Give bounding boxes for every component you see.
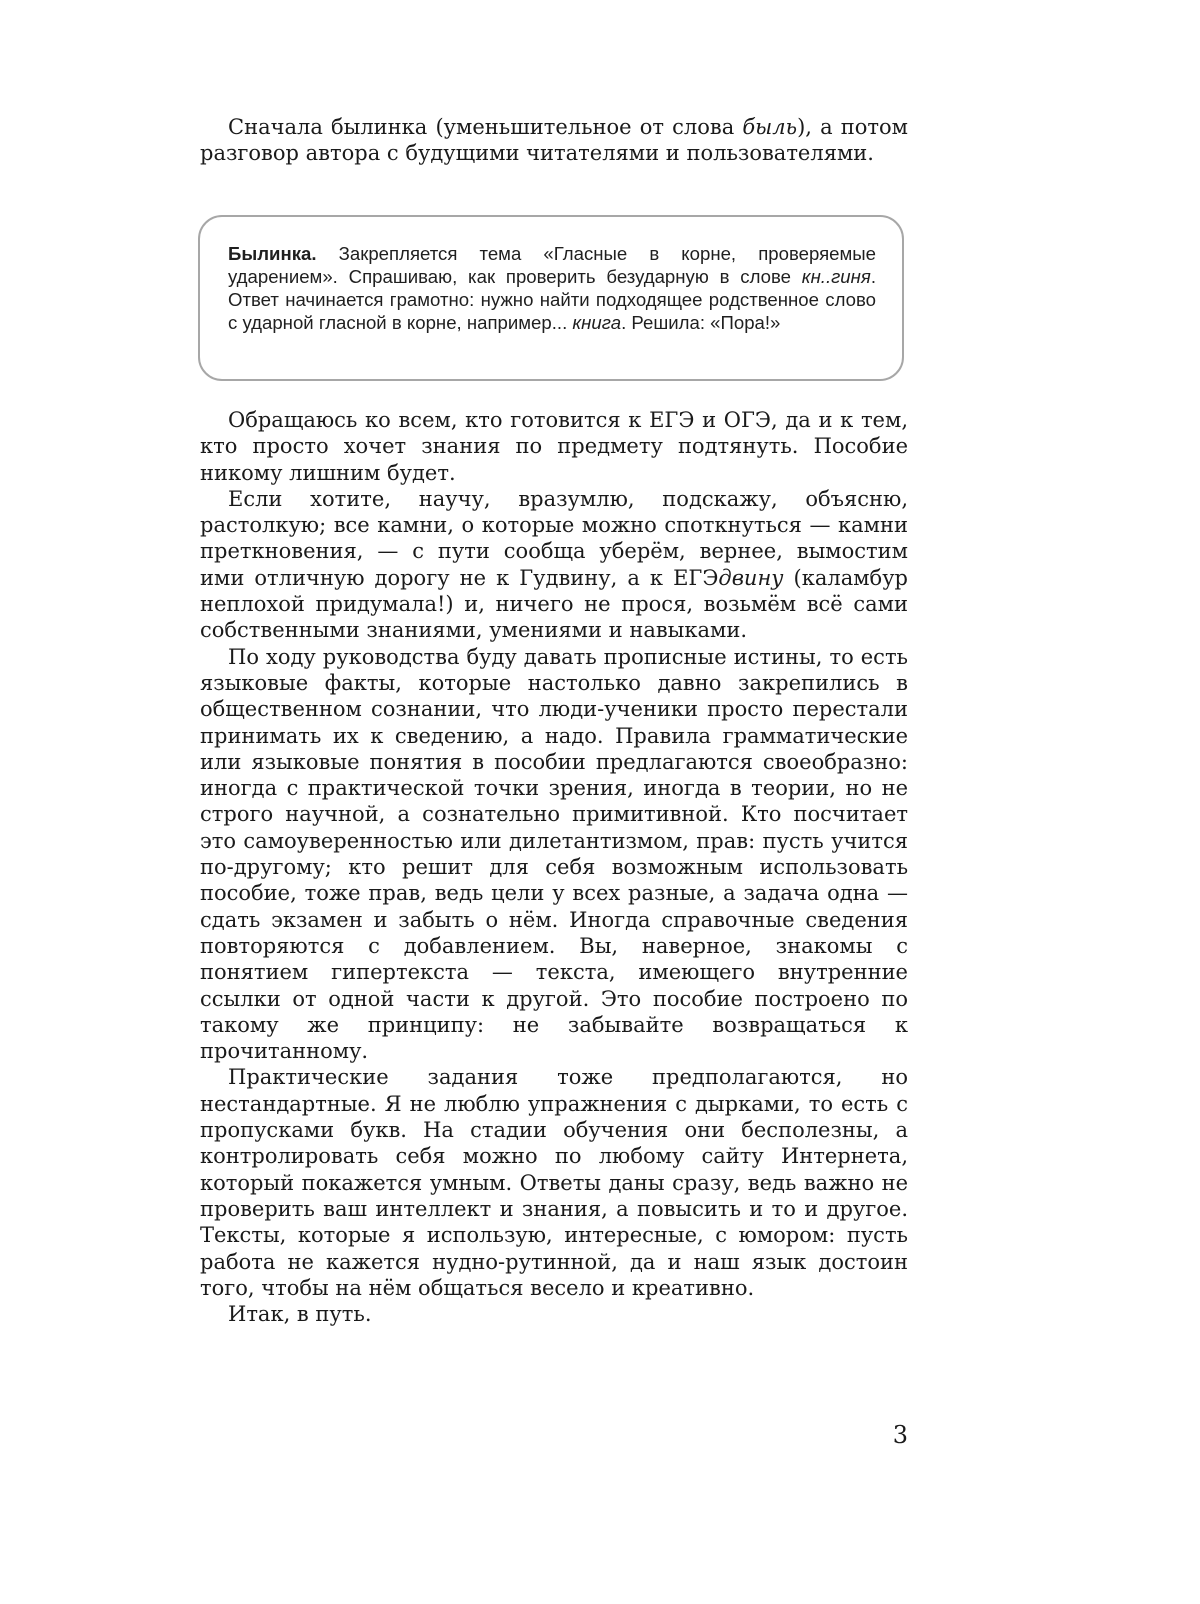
callout-italic-word: книга: [572, 312, 622, 333]
paragraph-italic-word: двину: [718, 565, 784, 590]
callout-text: . Ответ начинается грамотно: нужно найти подходящее родственное слово с ударной гласной в корне, например...: [228, 266, 876, 333]
paragraph-text-part: (каламбур неплохой придумала!) и, ничего не прося, возьмём всё сами собственными знаниями, умениями и навыками.: [200, 565, 908, 643]
intro-text-part: ), а потом разговор автора с будущими читателями и пользователями.: [200, 115, 908, 166]
intro-italic-word: быль: [742, 115, 798, 139]
intro-paragraph: [200, 114, 908, 167]
paragraph-4: Практические задания тоже предполагаются, но нестандартные. Я не люблю упражнения с дырками, то есть с пропусками букв. На стадии обучения они бесполезны, а контролировать себя можно по любому сайту Интернета, который покажется умным. Ответы даны сразу, ведь важно не проверить ваш интеллект и знания, а повысить и то и другое. Тексты, которые я использую, интересные, с юмором: пусть работа не кажется нудно-рутинной, да и наш язык достоин того, чтобы на нём общаться весело и креативно.: [200, 1065, 908, 1300]
paragraph-text-part: Если хотите, научу, вразумлю, подскажу, объясню, растолкую; все камни, о которые можно споткнуться — камни преткновения, — с пути сообща уберём, вернее, вымостим ими отличную дорогу не к Гудвину, а к ЕГЭ: [200, 486, 908, 590]
paragraph-5: Итак, в путь.: [228, 1302, 372, 1327]
callout-heading: Былинка.: [228, 243, 317, 264]
intro-text: [200, 114, 908, 167]
callout-text: . Решила: «Пора!»: [621, 312, 781, 333]
intro-text-part: Сначала былинка (уменьшительное от слова: [228, 115, 743, 139]
callout-text: Закрепляется тема «Гласные в корне, проверяемые ударением». Спрашиваю, как проверить безударную в слове: [228, 243, 876, 287]
callout-italic-word: кн..гиня: [801, 266, 871, 287]
page-number: 3: [892, 1421, 908, 1449]
paragraph-2: [200, 486, 908, 644]
bylinka-callout-box: [198, 215, 904, 381]
paragraph-1: Обращаюсь ко всем, кто готовится к ЕГЭ и ОГЭ, да и к тем, кто просто хочет знания по предмету подтянуть. Пособие никому лишним будет.: [200, 408, 908, 485]
main-text: [200, 407, 908, 1327]
paragraph-3: По ходу руководства буду давать прописные истины, то есть языковые факты, которые настолько давно закрепились в общественном сознании, что люди-ученики просто перестали принимать их к сведению, а надо. Правила грамматические или языковые понятия в пособии предлагаются своеобразно: иногда с практической точки зрения, иногда в теории, но не строго научной, а сознательно примитивной. Кто посчитает это самоуверенностью или дилетантизмом, прав: пусть учится по-другому; кто решит для себя возможным использовать пособие, тоже прав, ведь цели у всех разные, а задача одна — сдать экзамен и забыть о нём. Иногда справочные сведения повторяются с добавлением. Вы, наверное, знакомы с понятием гипертекста — текста, имеющего внутренние ссылки от одной части к другой. Это пособие построено по такому же принципу: не забывайте возвращаться к прочитанному.: [200, 644, 908, 1064]
